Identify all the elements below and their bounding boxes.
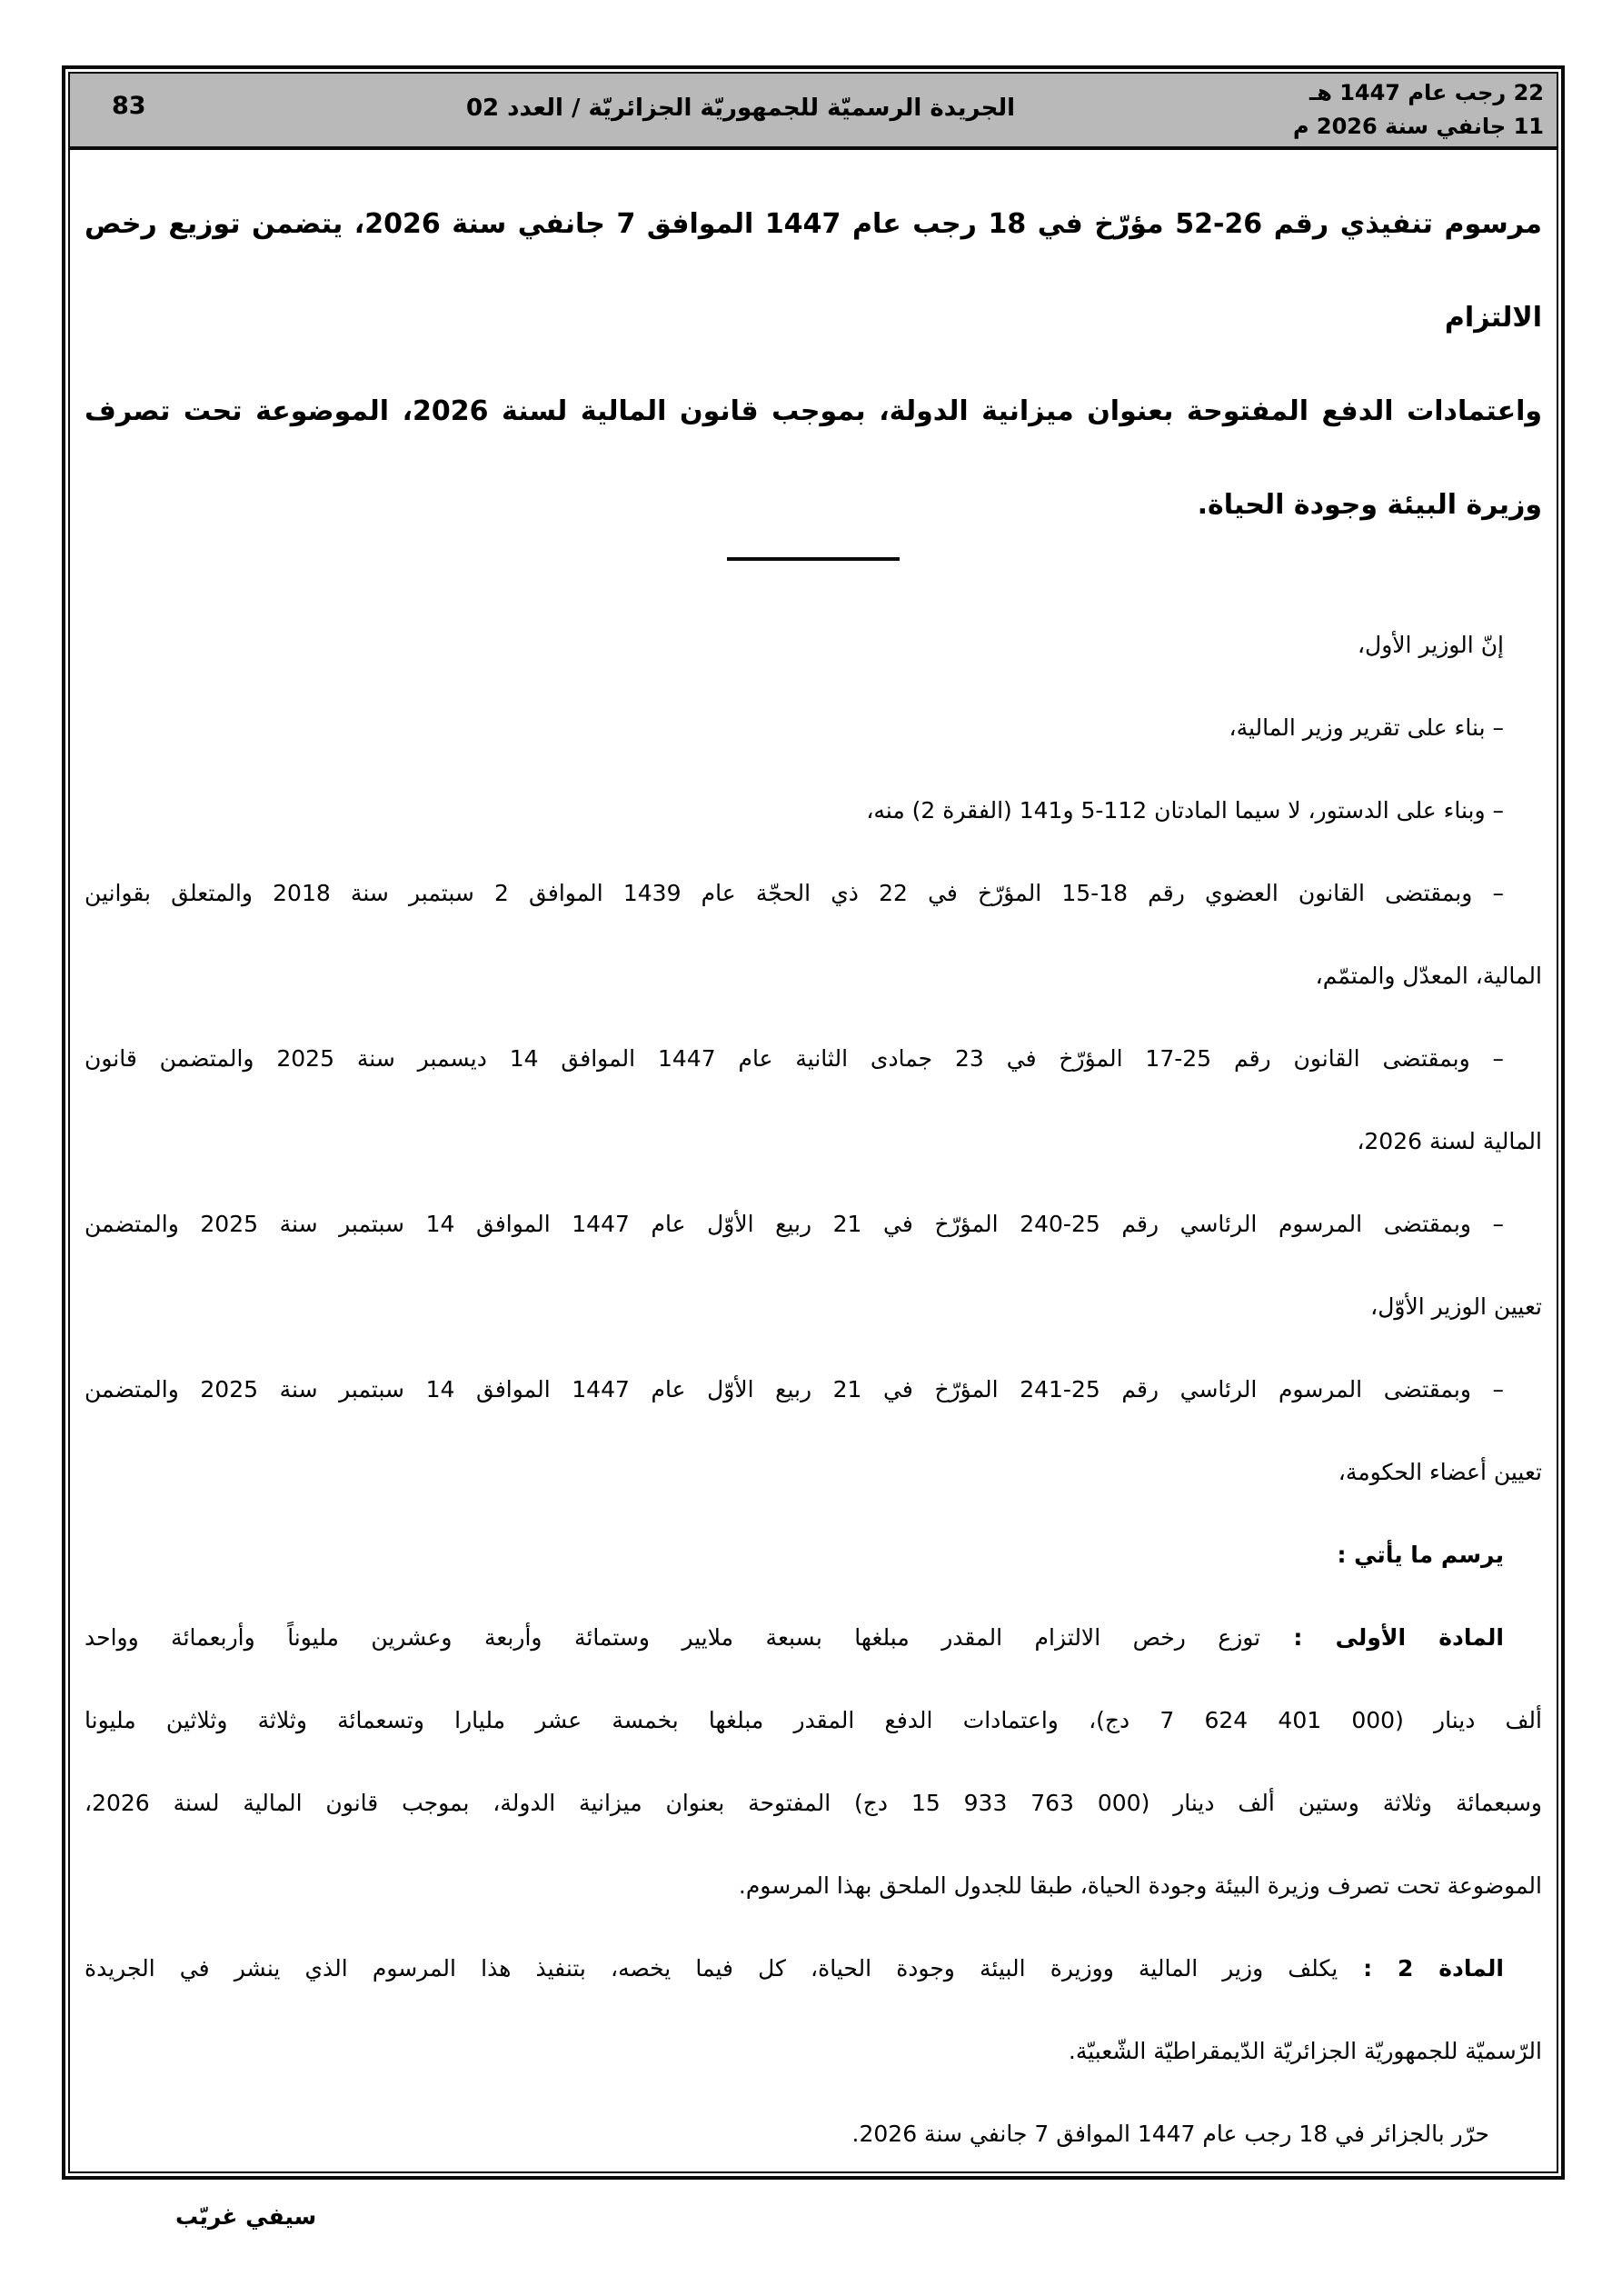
article-1-label: المادة الأولى : (1260, 1624, 1504, 1651)
page-content (70, 177, 1557, 2258)
article-2-line-1 (85, 1927, 1542, 2010)
preamble-decree-241-clause-2: تعيين أعضاء الحكومة، (1338, 1459, 1542, 1485)
decree-title-line-3: وزيرة البيئة وجودة الحياة. (1197, 489, 1542, 521)
preamble-organic-law-clause-2: المالية، المعدّل والمتمّم، (1315, 963, 1542, 989)
page-frame (62, 65, 1565, 2230)
date-hijri: 22 رجب عام 1447 هـ (1309, 80, 1544, 105)
header-dates (1293, 76, 1544, 144)
horizontal-divider (727, 557, 900, 561)
issued-at-line: حرّر بالجزائر في 18 رجب عام 1447 الموافق 7 جانفي سنة 2026. (851, 2121, 1489, 2147)
signature: سيفي غريّب (175, 2203, 317, 2230)
preamble-finance-law-clause-1: – وبمقتضى القانون رقم 25-17 المؤرّخ في 23 جمادى الثانية عام 1447 الموافق 14 ديسمبر سنة 2025 والمتضمن قانون (85, 1045, 1505, 1072)
date-gregorian: 11 جانفي سنة 2026 م (1292, 114, 1544, 139)
enactment-formula: يرسم ما يأتي : (1337, 1542, 1504, 1568)
article-1-line-4: الموضوعة تحت تصرف وزيرة البيئة وجودة الحياة، طبقا للجدول الملحق بهذا المرسوم. (738, 1872, 1542, 1899)
page-frame-inner (68, 72, 1558, 2230)
preamble-decree-241-clause-1: – وبمقتضى المرسوم الرئاسي رقم 25-241 المؤرّخ في 21 ربيع الأوّل عام 1447 الموافق 14 سبتمبر سنة 2025 والمتضمن (85, 1376, 1504, 1403)
preamble-decree-240-clause-2: تعيين الوزير الأوّل، (1370, 1293, 1542, 1320)
preamble-report-clause: – بناء على تقرير وزير المالية، (1229, 714, 1504, 741)
decree-title (85, 177, 1542, 552)
article-2-label: المادة 2 : (1338, 1955, 1504, 1982)
article-2-text-1: يكلف وزير المالية ووزيرة البيئة وجودة الحياة، كل فيما يخصه، بتنفيذ هذا المرسوم الذي ينشر في الجريدة (85, 1955, 1338, 1982)
article-1-line-3: وسبعمائة وثلاثة وستين ألف دينار (15 933 763 000 دج) المفتوحة بعنوان ميزانية الدولة، بموجب قانون المالية لسنة 2026، (85, 1790, 1542, 1816)
article-1-line-2: ألف دينار (7 624 401 000 دج)، واعتمادات الدفع المقدر مبلغها بخمسة عشر مليارا وتسعمائة وثلاثة وثلاثين مليونا (85, 1707, 1542, 1733)
article-1-line-1 (85, 1596, 1542, 1679)
preamble-constitution-clause: – وبناء على الدستور، لا سيما المادتان 112-5 و141 (الفقرة 2) منه، (866, 797, 1504, 824)
preamble-decree-240-clause-1: – وبمقتضى المرسوم الرئاسي رقم 25-240 المؤرّخ في 21 ربيع الأوّل عام 1447 الموافق 14 سبتمبر سنة 2025 والمتضمن (85, 1211, 1504, 1237)
decree-title-line-2: واعتمادات الدفع المفتوحة بعنوان ميزانية الدولة، بموجب قانون المالية لسنة 2026، الموضوعة تحت تصرف (85, 395, 1542, 427)
article-2-line-2: الرّسميّة للجمهوريّة الجزائريّة الدّيمقراطيّة الشّعبيّة. (1068, 2038, 1542, 2064)
article-1-text-1: توزع رخص الالتزام المقدر مبلغها بسبعة ملايير وستمائة وأربعة وعشرين مليوناً وأربعمائة وواحد (85, 1624, 1261, 1651)
decree-body (85, 604, 1542, 2258)
decree-title-line-1: مرسوم تنفيذي رقم 26-52 مؤرّخ في 18 رجب عام 1447 الموافق 7 جانفي سنة 2026، يتضمن توزيع رخص الالتزام (85, 208, 1542, 334)
journal-title: الجريدة الرسميّة للجمهوريّة الجزائريّة / العدد 02 (465, 95, 1016, 122)
preamble-finance-law-clause-2: المالية لسنة 2026، (1357, 1128, 1542, 1154)
header-band (70, 74, 1557, 150)
page-number: 83 (112, 92, 146, 120)
preamble-organic-law-clause-1: – وبمقتضى القانون العضوي رقم 18-15 المؤرّخ في 22 ذي الحجّة عام 1439 الموافق 2 سبتمبر سنة 2018 والمتعلق بقوانين (85, 880, 1504, 906)
preamble-opening: إنّ الوزير الأول، (1357, 632, 1504, 658)
